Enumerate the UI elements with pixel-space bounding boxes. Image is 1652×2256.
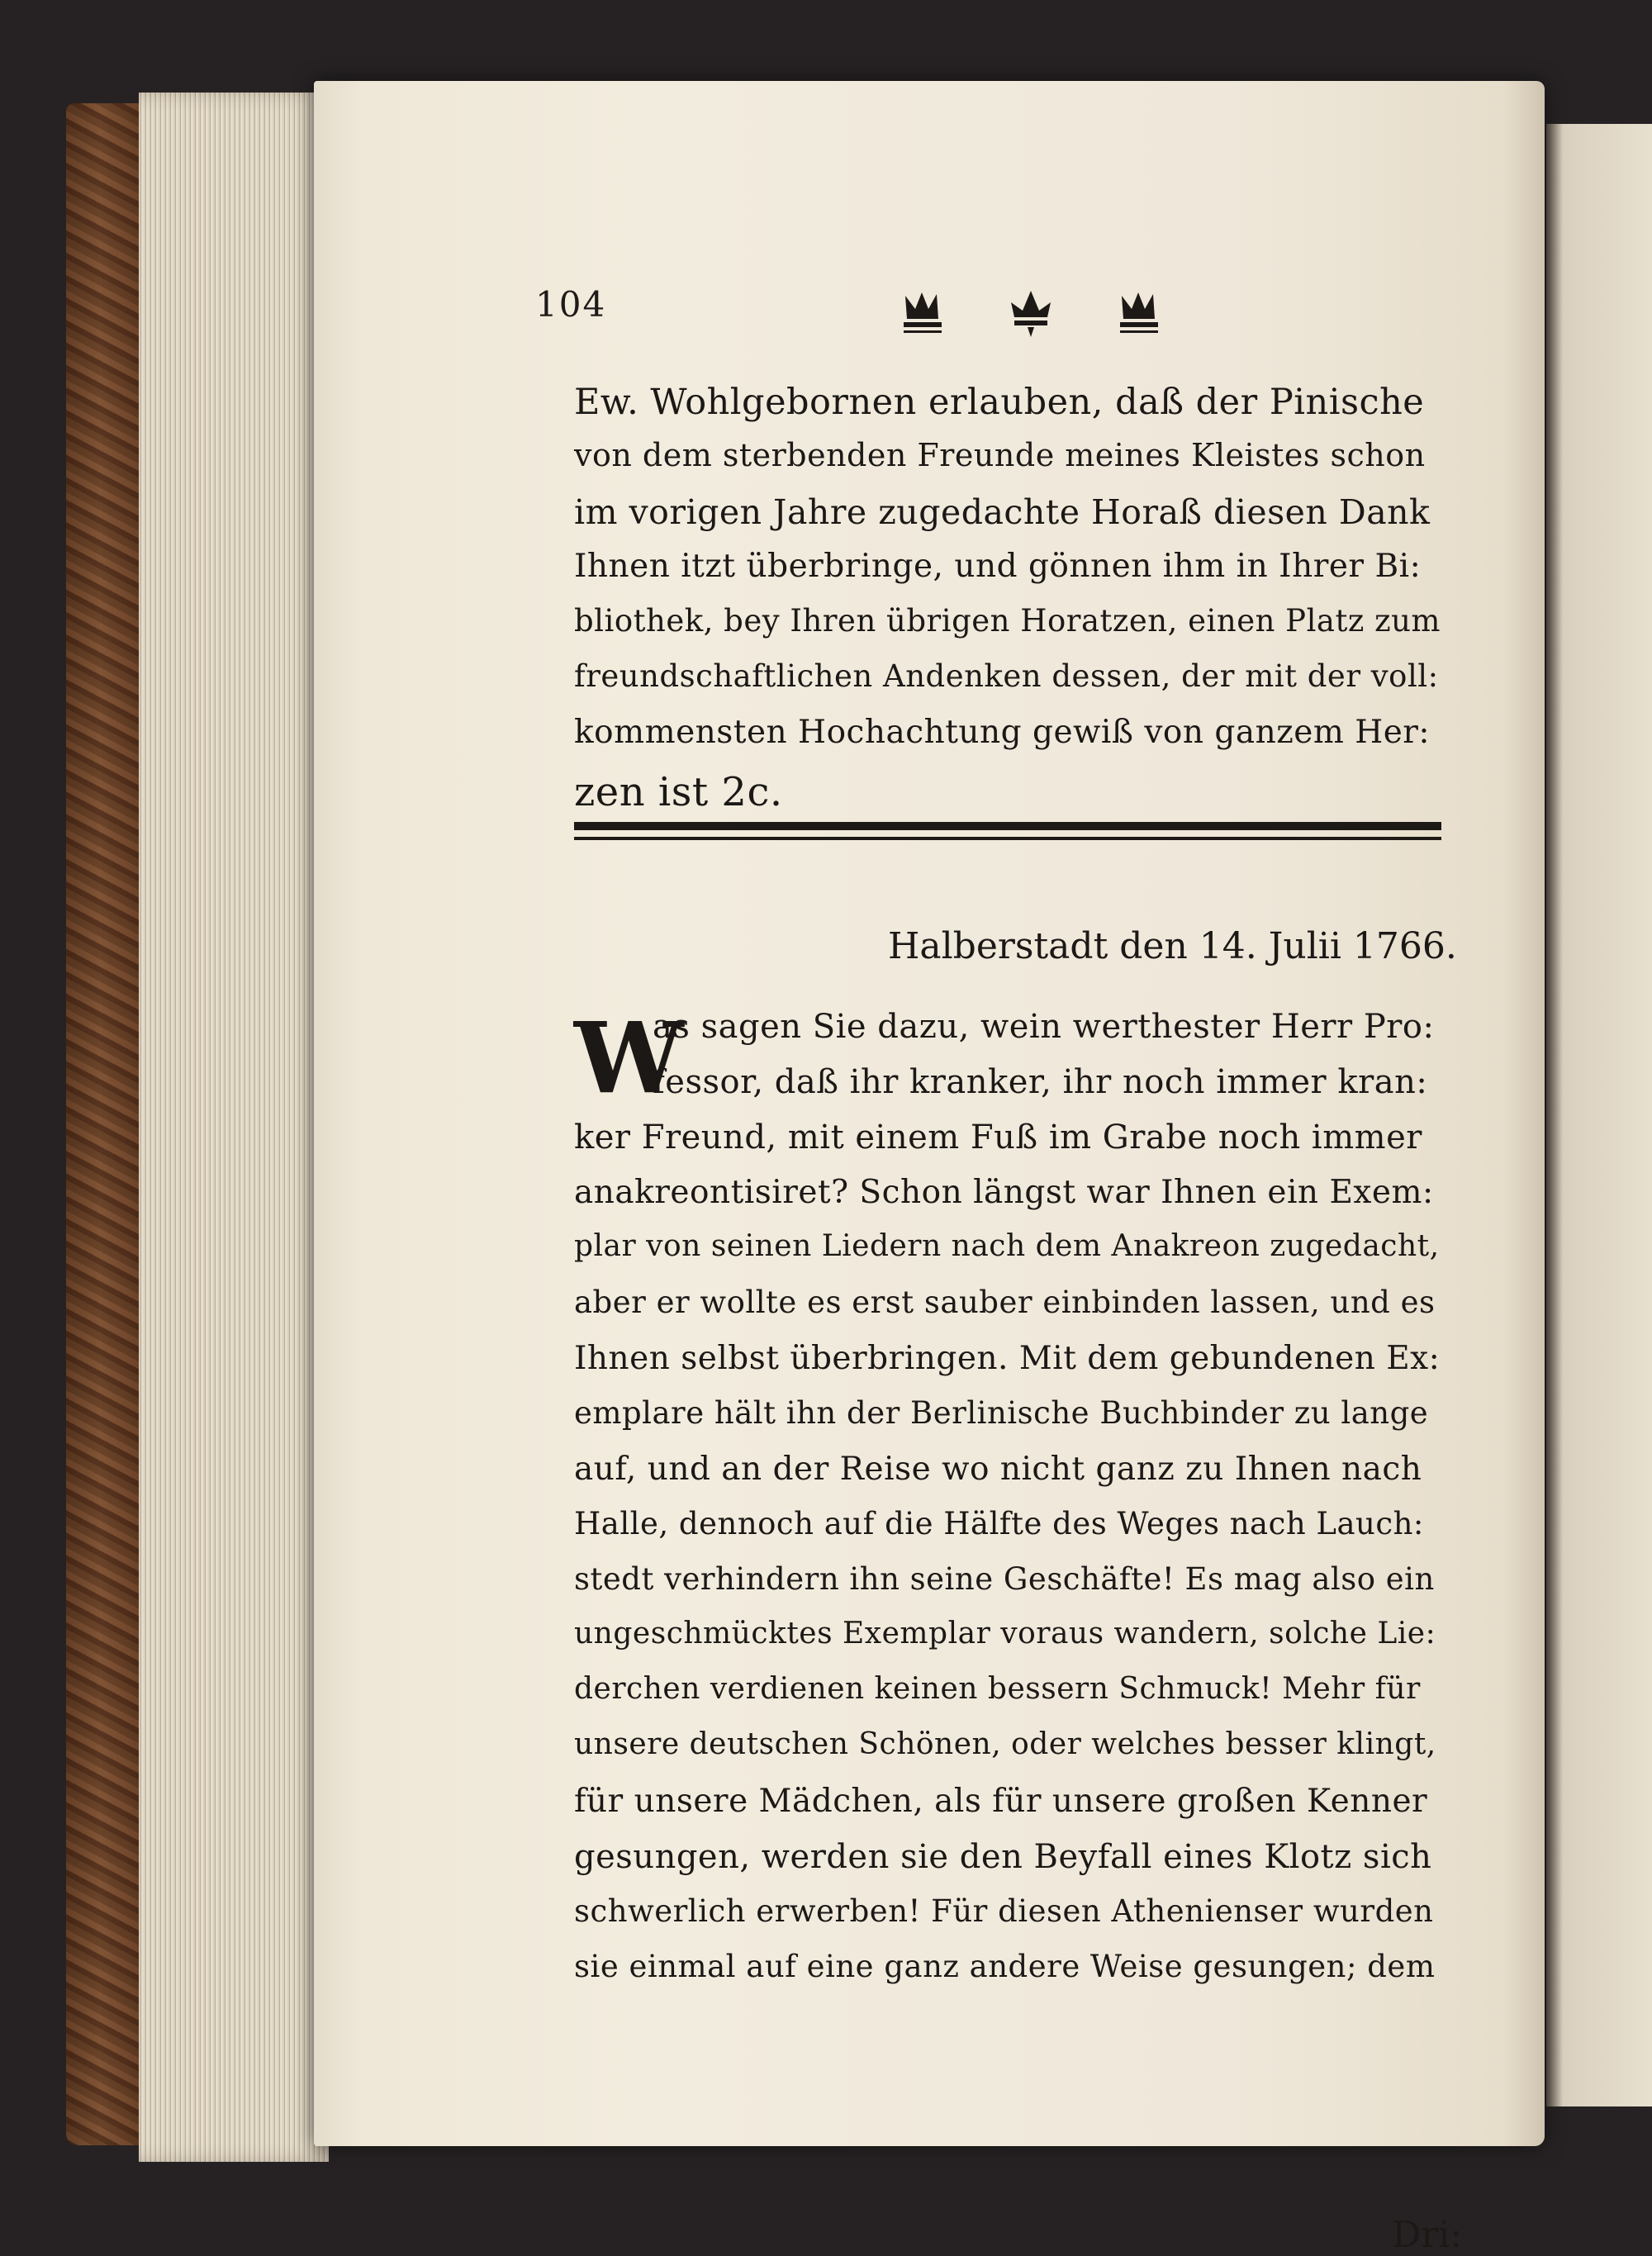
- text-line: schwerlich erwerben! Für diesen Athenienser wurden: [574, 1893, 1434, 1929]
- text-line: sie einmal auf eine ganz andere Weise gesungen; dem: [574, 1949, 1436, 1984]
- text-line: kommensten Hochachtung gewiß von ganzem Her:: [574, 714, 1431, 751]
- crowns-ornament-icon: [890, 284, 1171, 342]
- facing-page-edge: [1546, 124, 1652, 2106]
- text-line: Ihnen itzt überbringe, und gönnen ihm in Ihrer Bi:: [574, 548, 1422, 585]
- text-line: bliothek, bey Ihren übrigen Horatzen, einen Platz zum: [574, 603, 1441, 639]
- text-line: Ew. Wohlgebornen erlauben, daß der Pinische: [574, 382, 1425, 423]
- text-line: aber er wollte es erst sauber einbinden lassen, und es: [574, 1285, 1436, 1320]
- text-line: freundschaftlichen Andenken dessen, der mit der voll:: [574, 658, 1439, 694]
- running-head: [535, 284, 1444, 342]
- text-line: im vorigen Jahre zugedachte Horaß diesen Dank: [574, 492, 1431, 532]
- text-line: stedt verhindern ihn seine Geschäfte! Es mag also ein: [574, 1561, 1435, 1597]
- text-line: ker Freund, mit einem Fuß im Grabe noch immer: [574, 1119, 1422, 1156]
- text-line: Halle, dennoch auf die Hälfte des Weges nach Lauch:: [574, 1506, 1424, 1541]
- text-line: plar von seinen Liedern nach dem Anakreon zugedacht,: [574, 1229, 1440, 1263]
- text-line: anakreontisiret? Schon längst war Ihnen ein Exem:: [574, 1174, 1434, 1211]
- page-number: 104: [535, 284, 607, 325]
- text-line: von dem sterbenden Freunde meines Kleistes schon: [574, 437, 1426, 473]
- catchword: Dri:: [1392, 2214, 1463, 2256]
- section-divider-rule: [574, 822, 1441, 855]
- text-line: auf, und an der Reise wo nicht ganz zu Ihnen nach: [574, 1451, 1422, 1488]
- text-line: gesungen, werden sie den Beyfall eines Klotz sich: [574, 1838, 1432, 1876]
- text-line: emplare hält ihn der Berlinische Buchbinder zu lange: [574, 1395, 1429, 1431]
- text-line: derchen verdienen keinen bessern Schmuck! Mehr für: [574, 1672, 1421, 1706]
- text-line: fessor, daß ihr kranker, ihr noch immer kran:: [653, 1063, 1428, 1101]
- drop-capital: W: [574, 1000, 684, 1115]
- page-block-edges: [139, 93, 329, 2162]
- book-cover-left: [66, 103, 142, 2145]
- text-line: Ihnen selbst überbringen. Mit dem gebundenen Ex:: [574, 1340, 1441, 1377]
- text-line: zen ist 2c.: [574, 769, 783, 815]
- text-line: für unsere Mädchen, als für unsere großen Kenner: [574, 1783, 1428, 1820]
- letter-dateline: Halberstadt den 14. Julii 1766.: [888, 925, 1457, 967]
- text-line: as sagen Sie dazu, wein werthester Herr Pro:: [653, 1008, 1435, 1046]
- text-line: unsere deutschen Schönen, oder welches besser klingt,: [574, 1727, 1436, 1761]
- text-line: ungeschmücktes Exemplar voraus wandern, solche Lie:: [574, 1617, 1436, 1650]
